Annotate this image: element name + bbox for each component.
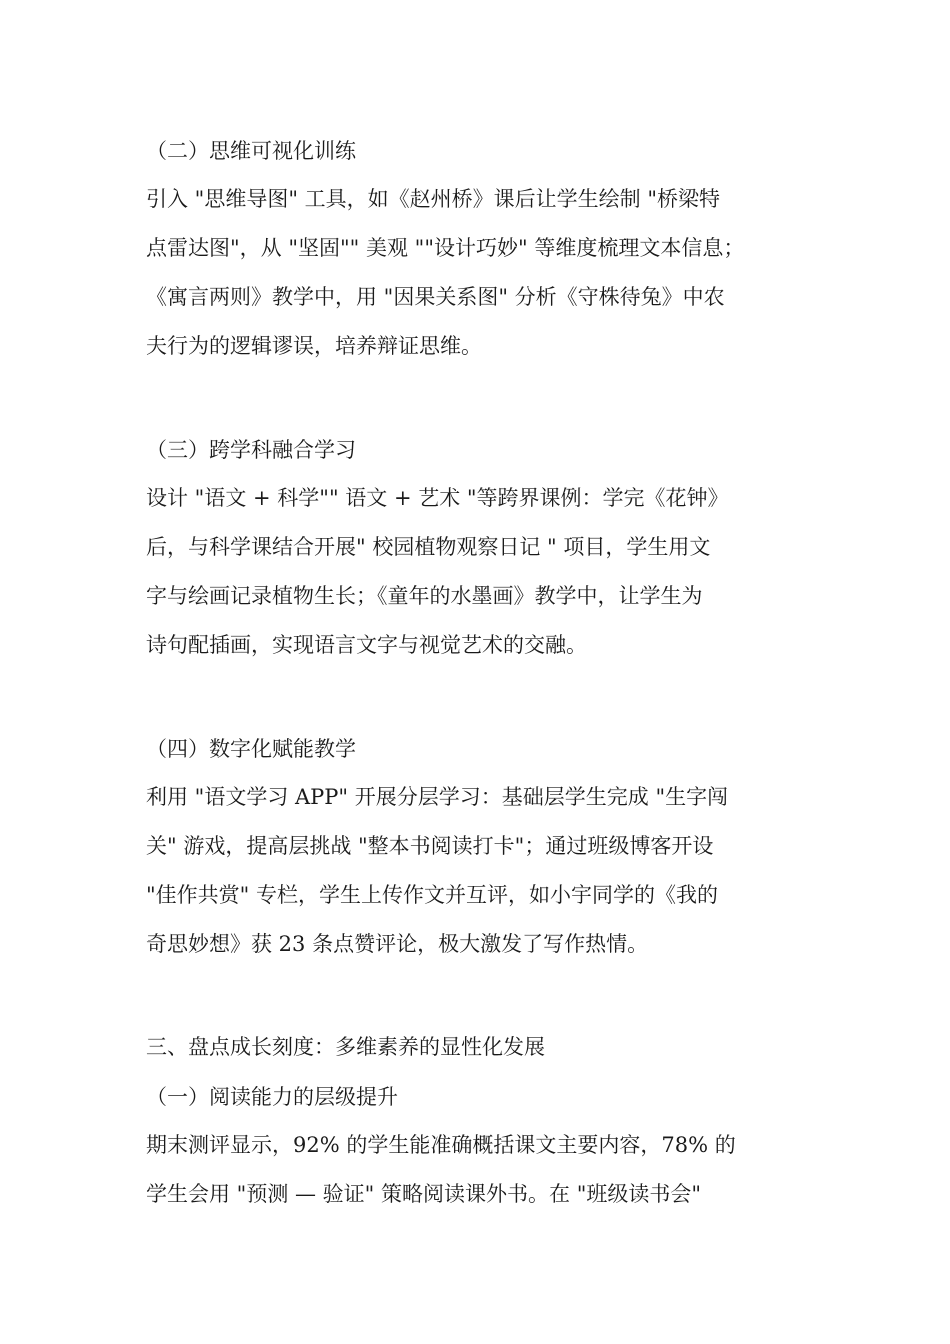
paragraph-line: 《寓言两则》教学中，用 "因果关系图" 分析《守株待兔》中农	[146, 285, 725, 309]
paragraph-line: 关" 游戏，提高层挑战 "整本书阅读打卡"；通过班级博客开设	[146, 834, 714, 858]
part-paragraph	[146, 1121, 826, 1219]
section-paragraph-2	[146, 175, 826, 371]
paragraph-line: 后，与科学课结合开展" 校园植物观察日记 " 项目，学生用文	[146, 535, 711, 559]
part-title: 三、盘点成长刻度：多维素养的显性化发展	[146, 1035, 545, 1059]
paragraph-line: 设计 "语文 + 科学"" 语文 + 艺术 "等跨界课例：学完《花钟》	[146, 486, 729, 510]
paragraph-line: 字与绘画记录植物生长；《童年的水墨画》教学中，让学生为	[146, 584, 703, 608]
paragraph-line: 期末测评显示，92% 的学生能准确概括课文主要内容，78% 的	[146, 1133, 736, 1157]
paragraph-line: 夫行为的逻辑谬误，培养辩证思维。	[146, 334, 482, 358]
paragraph-line: 点雷达图"，从 "坚固"" 美观 ""设计巧妙" 等维度梳理文本信息；	[146, 236, 745, 260]
paragraph-line: 学生会用 "预测 — 验证" 策略阅读课外书。在 "班级读书会"	[146, 1182, 702, 1206]
section-heading-3: （三）跨学科融合学习	[146, 438, 356, 462]
section-paragraph-4	[146, 773, 826, 969]
section-heading-2: （二）思维可视化训练	[146, 139, 356, 163]
paragraph-line: 奇思妙想》获 23 条点赞评论，极大激发了写作热情。	[146, 932, 649, 956]
section-heading-4: （四）数字化赋能教学	[146, 737, 356, 761]
section-paragraph-3	[146, 474, 826, 670]
paragraph-line: "佳作共赏" 专栏，学生上传作文并互评，如小宇同学的《我的	[146, 883, 718, 907]
paragraph-line: 诗句配插画，实现语言文字与视觉艺术的交融。	[146, 633, 587, 657]
paragraph-line: 利用 "语文学习 APP" 开展分层学习：基础层学生完成 "生字闯	[146, 785, 729, 809]
part-subheading: （一）阅读能力的层级提升	[146, 1085, 398, 1109]
paragraph-line: 引入 "思维导图" 工具，如《赵州桥》课后让学生绘制 "桥梁特	[146, 187, 721, 211]
